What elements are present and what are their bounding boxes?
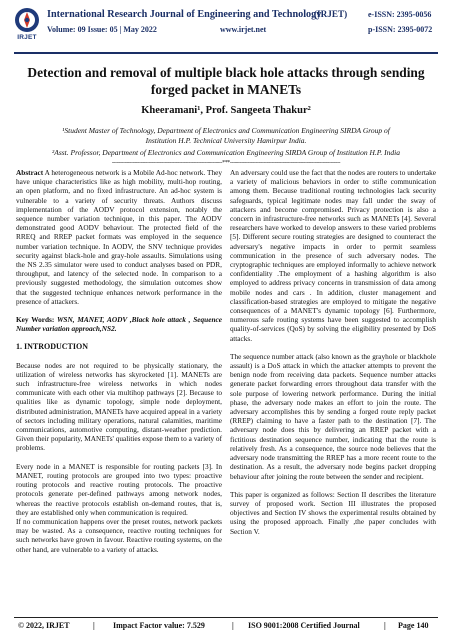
volume-issue: Volume: 09 Issue: 05 | May 2022 (47, 25, 157, 34)
body-paragraph: An adversary could use the fact that the nodes are routers to undertake a variety of malicious behaviors in order to stifle communication among them. Because traditional routing technologies lack security safeguards, typical legitimate nodes may fall under the sway of attackers and become compromised. Privacy protection is also a concern in infrastructure-free networks such as MANETs [4]. Several researchers have worked to develop answers to these varied problems [5]. Different secure routing strategies are designed to counteract the adversary's negative impacts in order to permit seamless communication in the presence of such adversary nodes. The cryptographic techniques are employed informally to achieve network confidentiality .The employment of a hashing algorithm is also employed to address privacy concerns in transmission of data among mobile nodes and cars . In addition, cluster management and classification-based strategies are employed to mitigate the negative consequences of a MANET's dynamic topology [6]. Furthermore, numerous safe routing systems have been suggested to accomplish quality-of-services (QoS) by solving the eligibility presented by DoS attacks. (230, 168, 436, 343)
journal-abbr: (IRJET) (314, 9, 348, 19)
abstract-label: Abstract (16, 168, 44, 177)
intro-paragraph: If no communication happens over the preset routes, network packets may be wasted. As a consequence, reactive routing techniques for such networks have grown in favour. Reactive routing systems, on the other hand, are vulnerable to a variety of attacks. (16, 516, 222, 554)
affiliation-line: Institution H.P. Technical University Hamirpur India. (145, 135, 307, 145)
paper-title-line: forged packet in MANETs (150, 82, 302, 97)
keywords (16, 315, 222, 333)
section-divider: ---------------------------------------------------------------------***--------------------------------------------------------------------- (111, 160, 341, 166)
abstract-text: A heterogeneous network is a Mobile Ad-hoc network. They have unique characteristics like as high mobility, multi-hop routing, an open platform, and no fixed infrastructure. An ad-hoc system is vulnerable to a variety of security threats. Authors discuss implementation of the AODV protocol extension, notably the sequence number variation technique, in this paper. The AODV demonstrated good AODV behaviour. The protected field of the RREQ and RREP packet formats was employed in the sequence number variation technique. In AODV, the SNV technique provides security against black-hole and gray-hole assaults. Simulations using the NS 2.35 simulator were used to conduct analyses based on PDR, throughput, and latency of the selected node. In comparison to a previously suggested methodology, the simulation outcomes show that the suggested technique enhances network performance in the presence of attackers. (16, 168, 222, 306)
body-paragraph: The sequence number attack (also known as the grayhole or blackhole assault) is a DoS attack in which the attacker attempts to prevent the benign node from receiving data packets. Sequence number attacks generate packet forwarding errors throughout data transfer with the sole purpose of lowering network performance. During the initial phase, the adversary node makes an effort to join the route. The adversary accomplishes this by sending a forged route reply packet (RREP) claiming to have a faster path to the destination [7]. The adversary node does this by delivering an RREP packet with a fictitious destination sequence number, indicating that the route is relatively fresh. As a consequence, the source node believes that the adversary node transmitting the RREP has a more recent route to the destination. As a result, the adversary node begins packet dropping behaviour after joining the route between the sender and recipient. (230, 351, 436, 481)
intro-paragraph: Because nodes are not required to be physically stationary, the utilization of wireless networks has skyrocketed [1]. MANETs are such infrastructure-free wireless networks in which nodes communicate with each other via multihop pathways [2]. Because to qualities like as dynamic topology, simple node deployment, distributed administration, MANETs have acquired appeal in a variety of sectors including military operations, natural calamities, maritime communications, automotive computing, distant-weather prediction. Given their popularity, MANETs' qualities expose them to a variety of problems. (16, 360, 222, 453)
footer-page-number: Page 140 (398, 621, 429, 630)
footer-copyright: © 2022, IRJET (18, 621, 70, 630)
header-rule (14, 52, 438, 54)
journal-name: International Research Journal of Engineering and Technology (47, 9, 322, 20)
abstract (16, 168, 222, 306)
footer-impact-factor: Impact Factor value: 7.529 (113, 621, 205, 630)
body-paragraph: This paper is organized as follows: Section II describes the literature survey of proposed work. Section III illustrates the proposed objectives and Section IV shows the experimental results obtained by using the proposed approach. Finally ,the paper concludes with Section V. (230, 489, 436, 536)
affiliation-line: ¹Student Master of Technology, Department of Electronics and Communication Engineering SIRDA Group of (62, 126, 390, 135)
journal-header (14, 7, 438, 49)
footer-separator: | (93, 621, 95, 630)
journal-website-link[interactable]: www.irjet.net (220, 25, 267, 34)
section-heading-introduction: 1. INTRODUCTION (16, 342, 89, 352)
e-issn: e-ISSN: 2395-0056 (368, 10, 432, 19)
left-column (16, 168, 222, 563)
right-column (230, 168, 436, 545)
affiliation-1 (20, 126, 432, 145)
logo-text: IRJET (17, 34, 37, 41)
affiliation-2: ²Asst. Professor, Department of Electronics and Communication Engineering SIRDA Group of Institution H.P. India (52, 148, 400, 157)
paper-authors: Kheeramani¹, Prof. Sangeeta Thakur² (141, 105, 311, 116)
footer-separator: | (232, 621, 234, 630)
paper-title (20, 64, 432, 98)
intro-paragraph: Every node in a MANET is responsible for routing packets [3]. In MANET, routing protocols are grouped into two types: proactive routing protocols and reactive routing protocols. The proactive protocols generate per-defined pathways among network nodes, whereas the reactive protocols establish on-demand routes, that is, they are established only when communication is required. (16, 461, 222, 517)
footer-separator: | (384, 621, 386, 630)
footer-rule (14, 617, 438, 618)
p-issn: p-ISSN: 2395-0072 (368, 25, 433, 34)
paper-title-line: Detection and removal of multiple black hole attacks through sending (27, 65, 425, 80)
keywords-label: Key Words: (16, 315, 55, 325)
irjet-logo-icon (14, 7, 40, 33)
keywords-text: WSN, MANET, AODV ,Black hole attack , Sequence Number variation approach,NS2. (16, 315, 222, 334)
page-footer (16, 621, 436, 633)
footer-iso: ISO 9001:2008 Certified Journal (248, 621, 360, 630)
